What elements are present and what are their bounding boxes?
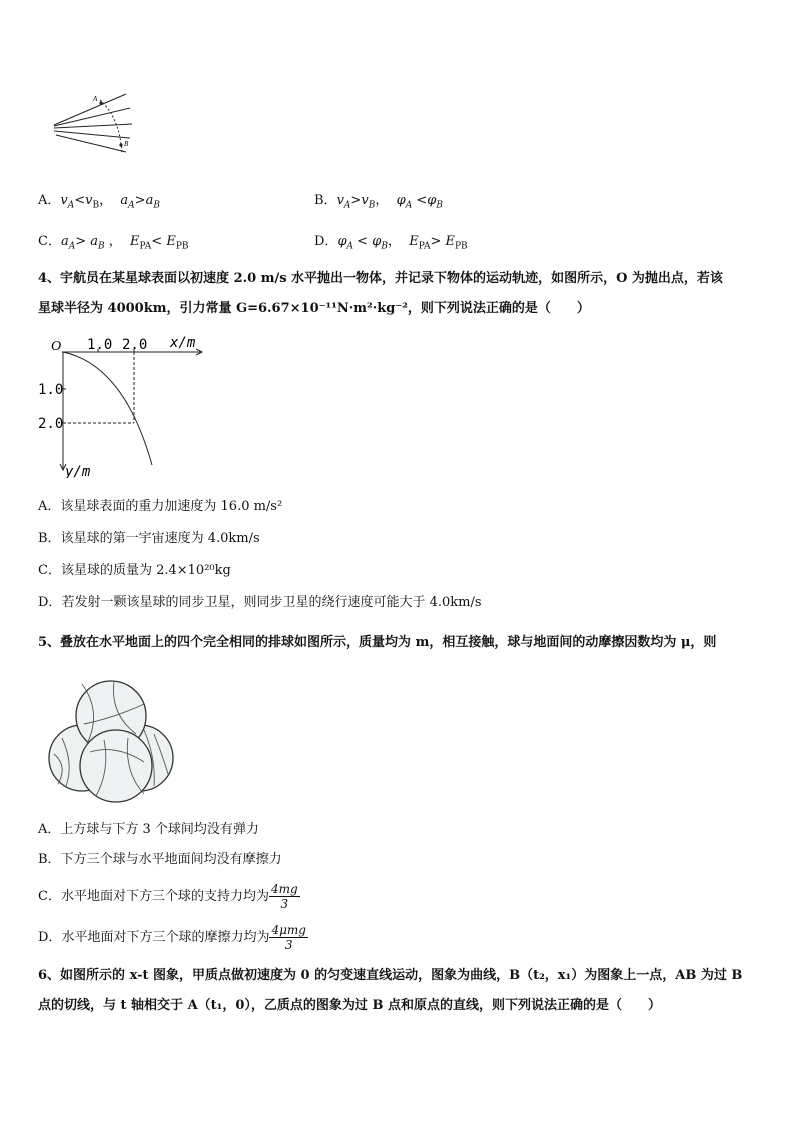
q4-option-c: C．该星球的质量为 2.4×10²⁰kg [38,563,231,578]
trajectory-graph [34,330,214,478]
q3-option-a: A．$v_A<v_B$， $a_A>a_B$ [38,193,160,211]
q4-option-b: B．该星球的第一宇宙速度为 4.0km/s [38,531,260,546]
x-tick-2: 2.0 [122,337,148,353]
q6-stem-line1: 6、如图所示的 x-t 图象，甲质点做初速度为 0 的匀变速直线运动，图象为曲线，B（t₂，x₁）为图象上一点，AB 为过 B [38,968,743,983]
q5-option-b: B．下方三个球与水平地面间均没有摩擦力 [38,852,282,867]
q6-stem-line2: 点的切线，与 t 轴相交于 A（t₁，0），乙质点的图象为过 B 点和原点的直线，则下列说法正确的是（ ） [38,998,661,1013]
q5-option-d: D．水平地面对下方三个球的摩擦力均为 $\frac{\text{4μmg}}{3}$ [38,923,306,952]
volleyballs-figure [44,674,178,808]
q3-option-d: D．$\varphi_A < \varphi_B$， $E_{PA}> E_{PB}$ [314,234,468,252]
q4-stem-line2: 星球半径为 4000km，引力常量 G=6.67×10⁻¹¹N·m²·kg⁻²，则下列说法正确的是（ ） [38,301,590,316]
fraction-4mg-over-3: $\frac{4mg}{3}$ [270,882,298,911]
y-tick-2: 2.0 [38,416,64,432]
q4-option-d: D．若发射一颗该星球的同步卫星，则同步卫星的绕行速度可能大于 4.0km/s [38,595,482,610]
y-axis-label: y/m [65,464,91,478]
q5-option-c: C．水平地面对下方三个球的支持力均为 $\frac{4mg}{3}$ [38,882,298,911]
fraction-4umg-over-3: $\frac{\text{4μmg}}{3}$ [271,923,306,952]
q3-option-b: B．$v_A>v_B$， $\varphi_A <\varphi_B$ [314,193,443,211]
q5-stem: 5、叠放在水平地面上的四个完全相同的排球如图所示，质量均为 m，相互接触，球与地面间的动摩擦因数均为 μ，则 [38,635,717,650]
q4-option-a: A．该星球表面的重力加速度为 16.0 m/s² [38,499,283,514]
q5-option-a: A．上方球与下方 3 个球间均没有弹力 [38,822,259,837]
point-b-label: B [124,140,129,148]
origin-label: O [51,339,62,354]
x-axis-label: x/m [170,335,196,351]
field-lines-figure [50,88,140,158]
point-a-label: A [93,95,98,103]
y-tick-1: 1.0 [38,382,64,398]
q4-stem-line1: 4、宇航员在某星球表面以初速度 2.0 m/s 水平抛出一物体，并记录下物体的运动轨迹，如图所示，O 为抛出点，若该 [38,271,723,286]
x-tick-1: 1.0 [87,337,113,353]
q3-option-c: C．$a_A> a_B$ ， $E_{PA}< E_{PB}$ [38,234,189,252]
